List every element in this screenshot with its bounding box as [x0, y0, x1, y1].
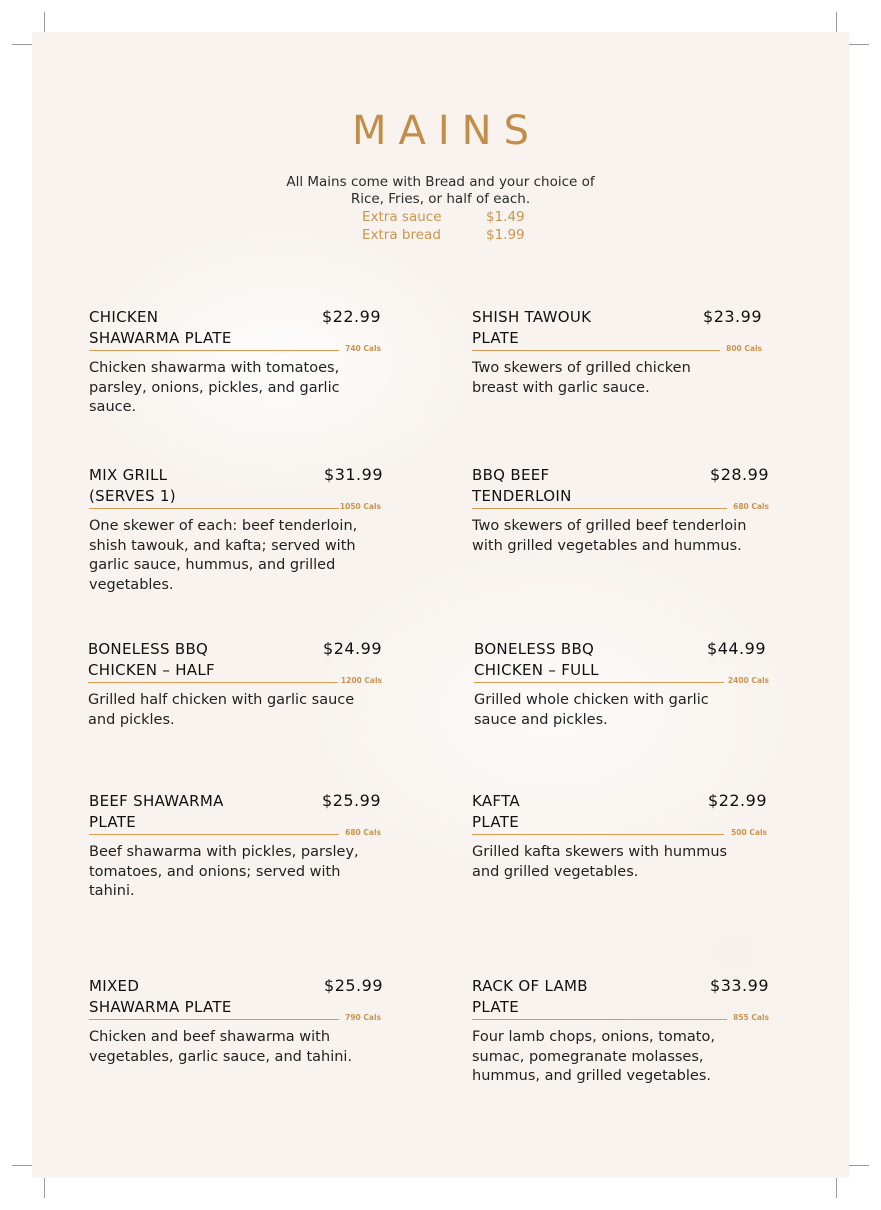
extra-name: Extra sauce	[362, 209, 442, 225]
item-calories: 500 Cals	[731, 828, 767, 837]
item-name	[474, 639, 674, 681]
item-calories: 855 Cals	[733, 1013, 769, 1022]
item-name-line: (SERVES 1)	[89, 487, 176, 505]
divider-line	[472, 1019, 727, 1020]
item-price: $22.99	[708, 791, 767, 810]
item-name	[89, 791, 289, 833]
item-name	[88, 639, 288, 681]
extra-price: $1.99	[486, 227, 525, 243]
item-price: $33.99	[710, 976, 769, 995]
crop-mark	[12, 1165, 32, 1166]
crop-mark	[849, 44, 869, 45]
divider-line	[472, 834, 724, 835]
item-calories: 800 Cals	[726, 344, 762, 353]
item-description: Two skewers of grilled chicken breast with garlic sauce.	[472, 360, 691, 396]
page-title: MAINS	[352, 108, 541, 154]
item-price: $31.99	[324, 465, 383, 484]
item-name-line: TENDERLOIN	[472, 487, 572, 505]
item-description: Four lamb chops, onions, tomato, sumac, pomegranate molasses, hummus, and grilled vegetables.	[472, 1029, 715, 1084]
item-name-line: BBQ BEEF	[472, 466, 550, 484]
item-description: Beef shawarma with pickles, parsley, tomatoes, and onions; served with tahini.	[89, 844, 359, 899]
item-name-line: RACK OF LAMB	[472, 977, 588, 995]
extra-row	[362, 226, 562, 244]
item-name-line: CHICKEN – HALF	[88, 661, 215, 679]
item-name-line: SHISH TAWOUK	[472, 308, 592, 326]
item-calories: 1050 Cals	[339, 502, 381, 511]
extra-price: $1.49	[486, 209, 525, 225]
item-price: $22.99	[322, 307, 381, 326]
item-description: Grilled half chicken with garlic sauce and pickles.	[88, 692, 355, 728]
item-name-line: PLATE	[472, 813, 519, 831]
item-calories: 2400 Cals	[727, 676, 769, 685]
divider-line	[472, 508, 727, 509]
crop-mark	[849, 1165, 869, 1166]
item-price: $24.99	[323, 639, 382, 658]
item-name	[89, 307, 289, 349]
item-name	[472, 791, 672, 833]
item-calories: 790 Cals	[345, 1013, 381, 1022]
divider-line	[88, 682, 338, 683]
item-name-line: BEEF SHAWARMA	[89, 792, 224, 810]
item-price: $28.99	[710, 465, 769, 484]
intro-line: Rice, Fries, or half of each.	[350, 191, 531, 207]
item-calories: 680 Cals	[345, 828, 381, 837]
item-name-line: SHAWARMA PLATE	[89, 998, 232, 1016]
item-name-line: PLATE	[472, 998, 519, 1016]
divider-line	[89, 350, 339, 351]
item-name-line: MIX GRILL	[89, 466, 168, 484]
extra-row	[362, 208, 562, 226]
crop-mark	[836, 12, 837, 32]
item-name-line: MIXED	[89, 977, 140, 995]
item-name-line: PLATE	[89, 813, 136, 831]
item-price: $25.99	[324, 976, 383, 995]
crop-mark	[44, 12, 45, 32]
item-description: Chicken shawarma with tomatoes, parsley, onions, pickles, and garlic sauce.	[89, 360, 340, 415]
divider-line	[472, 350, 720, 351]
divider-line	[89, 834, 339, 835]
item-name	[89, 976, 289, 1018]
item-calories: 1200 Cals	[340, 676, 382, 685]
item-name	[472, 307, 672, 349]
crop-mark	[836, 1178, 837, 1198]
item-price: $25.99	[322, 791, 381, 810]
item-calories: 680 Cals	[733, 502, 769, 511]
item-description: Two skewers of grilled beef tenderloin with grilled vegetables and hummus.	[472, 518, 747, 554]
item-name	[472, 976, 672, 1018]
item-name-line: CHICKEN – FULL	[474, 661, 599, 679]
item-name-line: PLATE	[472, 329, 519, 347]
divider-line	[474, 682, 724, 683]
divider-line	[89, 508, 339, 509]
intro-text	[32, 174, 849, 208]
item-calories: 740 Cals	[345, 344, 381, 353]
item-name-line: CHICKEN	[89, 308, 159, 326]
intro-line: All Mains come with Bread and your choice of	[286, 174, 595, 190]
extras-list	[362, 208, 562, 244]
item-price: $44.99	[707, 639, 766, 658]
item-description: Chicken and beef shawarma with vegetables, garlic sauce, and tahini.	[89, 1029, 353, 1065]
item-name-line: KAFTA	[472, 792, 520, 810]
item-name-line: BONELESS BBQ	[88, 640, 209, 658]
menu-page	[32, 32, 849, 1178]
divider-line	[89, 1019, 339, 1020]
item-name-line: BONELESS BBQ	[474, 640, 595, 658]
item-name	[472, 465, 672, 507]
item-description: Grilled kafta skewers with hummus and grilled vegetables.	[472, 844, 728, 880]
extra-name: Extra bread	[362, 227, 441, 243]
item-name	[89, 465, 289, 507]
crop-mark	[44, 1178, 45, 1198]
crop-mark	[12, 44, 32, 45]
item-description: Grilled whole chicken with garlic sauce and pickles.	[474, 692, 709, 728]
item-price: $23.99	[703, 307, 762, 326]
item-name-line: SHAWARMA PLATE	[89, 329, 232, 347]
item-description: One skewer of each: beef tenderloin, shish tawouk, and kafta; served with garlic sauce, hummus, and grilled vegetables.	[89, 518, 358, 593]
